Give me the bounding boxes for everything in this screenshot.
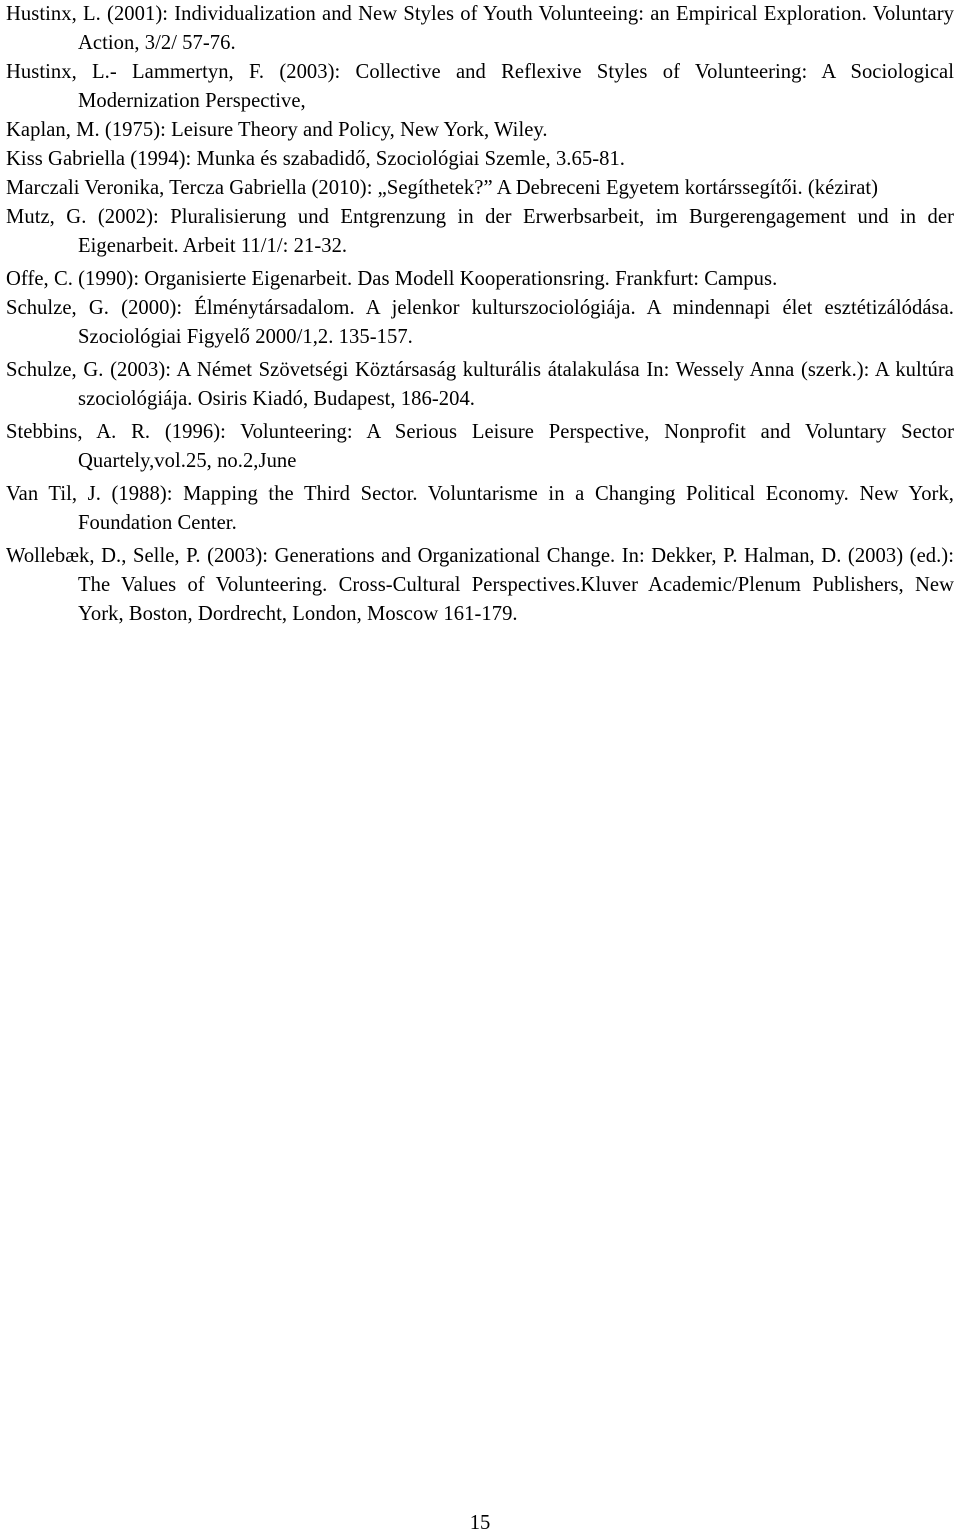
page-number: 15 bbox=[469, 1512, 491, 1534]
reference-entry: Hustinx, L. (2001): Individualization and New Styles of Youth Volunteeing: an Empirical Exploration. Voluntary Action, 3/2/ 57-76. bbox=[6, 3, 954, 54]
reference-entry: Schulze, G. (2000): Élménytársadalom. A jelenkor kulturszociológiája. A mindennapi élet esztétizálódása. Szociológiai Figyelő 2000/1,2. 135-157. bbox=[6, 297, 954, 348]
reference-entry: Kiss Gabriella (1994): Munka és szabadidő, Szociológiai Szemle, 3.65-81. bbox=[6, 148, 625, 170]
reference-entry: Wollebæk, D., Selle, P. (2003): Generations and Organizational Change. In: Dekker, P. Halman, D. (2003) (ed.): The Values of Volunteering. Cross-Cultural Perspectives.Kluver Academic/Plenum Publishers, New York, Boston, Dordrecht, London, Moscow 161-179. bbox=[6, 545, 954, 625]
reference-entry: Hustinx, L.- Lammertyn, F. (2003): Collective and Reflexive Styles of Volunteering: A Sociological Modernization Perspective, bbox=[6, 61, 954, 112]
reference-list bbox=[6, 0, 954, 629]
reference-entry: Schulze, G. (2003): A Német Szövetségi Köztársaság kulturális átalakulása In: Wessely Anna (szerk.): A kultúra szociológiája. Osiris Kiadó, Budapest, 186-204. bbox=[6, 359, 954, 410]
reference-entry: Marczali Veronika, Tercza Gabriella (2010): „Segíthetek?” A Debreceni Egyetem kortárssegítői. (kézirat) bbox=[6, 177, 879, 199]
reference-entry: Offe, C. (1990): Organisierte Eigenarbeit. Das Modell Kooperationsring. Frankfurt: Campus. bbox=[6, 268, 778, 290]
reference-entry: Kaplan, M. (1975): Leisure Theory and Policy, New York, Wiley. bbox=[6, 119, 548, 141]
reference-entry: Van Til, J. (1988): Mapping the Third Sector. Voluntarisme in a Changing Political Economy. New York, Foundation Center. bbox=[6, 483, 954, 534]
reference-entry: Stebbins, A. R. (1996): Volunteering: A Serious Leisure Perspective, Nonprofit and Voluntary Sector Quartely,vol.25, no.2,June bbox=[6, 421, 954, 472]
reference-entry: Mutz, G. (2002): Pluralisierung und Entgrenzung in der Erwerbsarbeit, im Burgerengagement und in der Eigenarbeit. Arbeit 11/1/: 21-32. bbox=[6, 206, 954, 257]
